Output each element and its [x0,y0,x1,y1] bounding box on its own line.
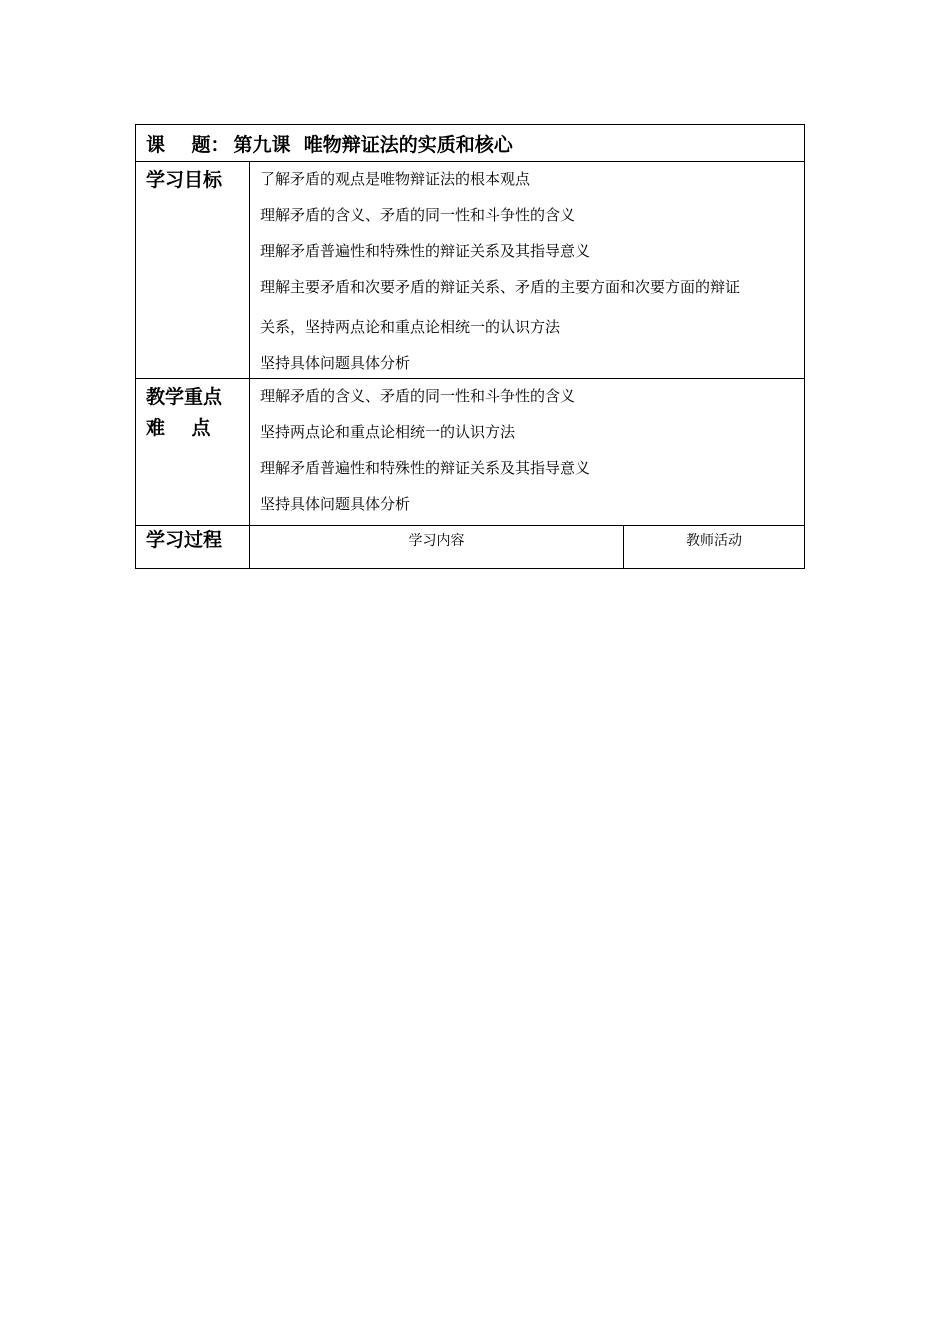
goal-item: 理解主要矛盾和次要矛盾的辩证关系、矛盾的主要方面和次要方面的辩证 [260,278,741,296]
goal-item: 理解矛盾的含义、矛盾的同一性和斗争性的含义 [260,206,576,224]
key-points-content [250,379,804,525]
key-points-label: 教学重点 [146,386,223,408]
title-label: 课 题： [146,133,230,156]
lesson-title: 第九课 唯物辩证法的实质和核心 [233,133,513,156]
goals-label-cell [136,162,250,378]
process-columns [250,526,804,568]
goals-content [250,162,804,378]
teacher-activity-header: 教师活动 [686,533,742,549]
goal-item: 坚持具体问题具体分析 [260,354,411,372]
difficulty-label: 难 点 [146,417,211,439]
process-label-cell [136,526,250,568]
goal-item: 了解矛盾的观点是唯物辩证法的根本观点 [260,170,531,188]
key-point-item: 坚持具体问题具体分析 [260,495,411,513]
title-row [136,125,804,162]
key-point-item: 理解矛盾普遍性和特殊性的辩证关系及其指导意义 [260,459,591,477]
key-points-row [136,379,804,526]
key-point-item: 理解矛盾的含义、矛盾的同一性和斗争性的含义 [260,387,576,405]
learning-content-header: 学习内容 [250,526,624,569]
process-label: 学习过程 [146,529,223,551]
key-point-item: 坚持两点论和重点论相统一的认识方法 [260,423,516,441]
key-points-label-cell [136,379,250,525]
goal-item: 理解矛盾普遍性和特殊性的辩证关系及其指导意义 [260,242,591,260]
goal-item: 关系，坚持两点论和重点论相统一的认识方法 [260,318,561,336]
process-row [136,526,804,568]
goals-row [136,162,804,379]
goals-label: 学习目标 [146,169,223,191]
lesson-plan-table [135,124,805,569]
